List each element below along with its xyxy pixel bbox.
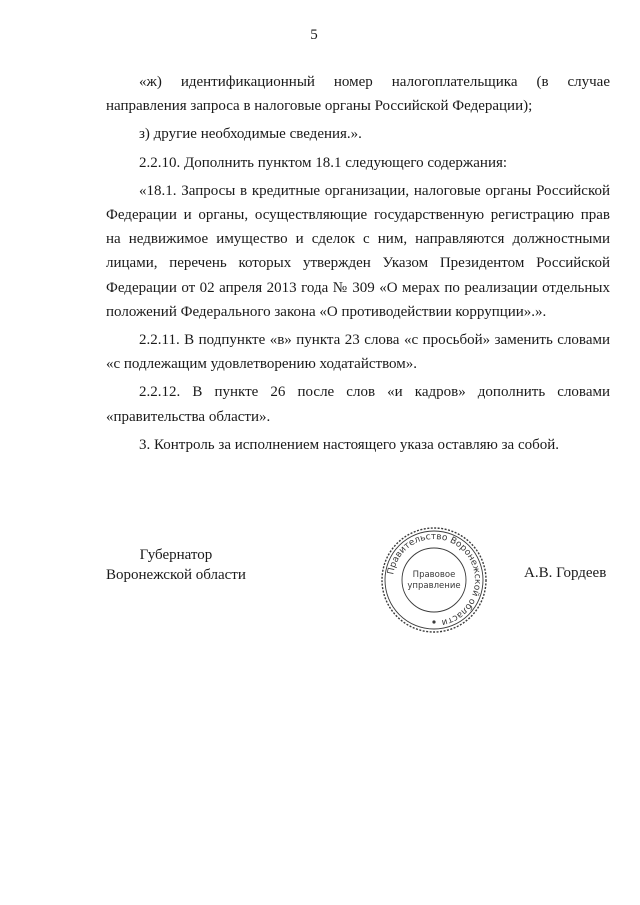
paragraph-3: 3. Контроль за исполнением настоящего указа оставляю за собой. [139,436,560,453]
signatory-position-line2: Воронежской области [106,567,246,583]
stamp-center-line2: управление [407,581,461,591]
signatory-position [106,545,246,585]
paragraph-18-1: «18.1. Запросы в кредитные организации, налоговые органы Российской Федерации и органы, осуществляющие государственную регистрацию прав на недвижимое имущество и сделок с ним, направляются должностными лицами, перечень которых утвержден Указом Президентом Российской Федерации от 02 апреля 2013 года № 309 «О мерах по реализации отдельных положений Федерального закона «О противодействии коррупции».». [106,182,610,320]
stamp-dot-icon [432,620,435,623]
official-stamp [378,524,490,636]
paragraph-zh: «ж) идентификационный номер налогоплательщика (в случае направления запроса в налоговые органы Российской Федерации); [106,74,610,115]
stamp-ring-text: Правительство Воронежской области [386,531,483,628]
signatory-name: А.В. Гордеев [524,565,607,581]
paragraph-z: з) другие необходимые сведения.». [139,126,362,143]
stamp-seal-icon [378,524,490,636]
paragraph-2-2-11: 2.2.11. В подпункте «в» пункта 23 слова «с просьбой» заменить словами «с подлежащим удовлетворению ходатайством». [106,332,610,373]
paragraph-2-2-12: 2.2.12. В пункте 26 после слов «и кадров» дополнить словами «правительства области». [106,384,610,425]
document-body [106,70,610,461]
paragraph-2-2-10: 2.2.10. Дополнить пунктом 18.1 следующего содержания: [139,154,508,171]
signatory-position-line1: Губернатор [139,547,213,563]
page-number: 5 [310,27,318,43]
stamp-center-line1: Правовое [412,570,456,580]
